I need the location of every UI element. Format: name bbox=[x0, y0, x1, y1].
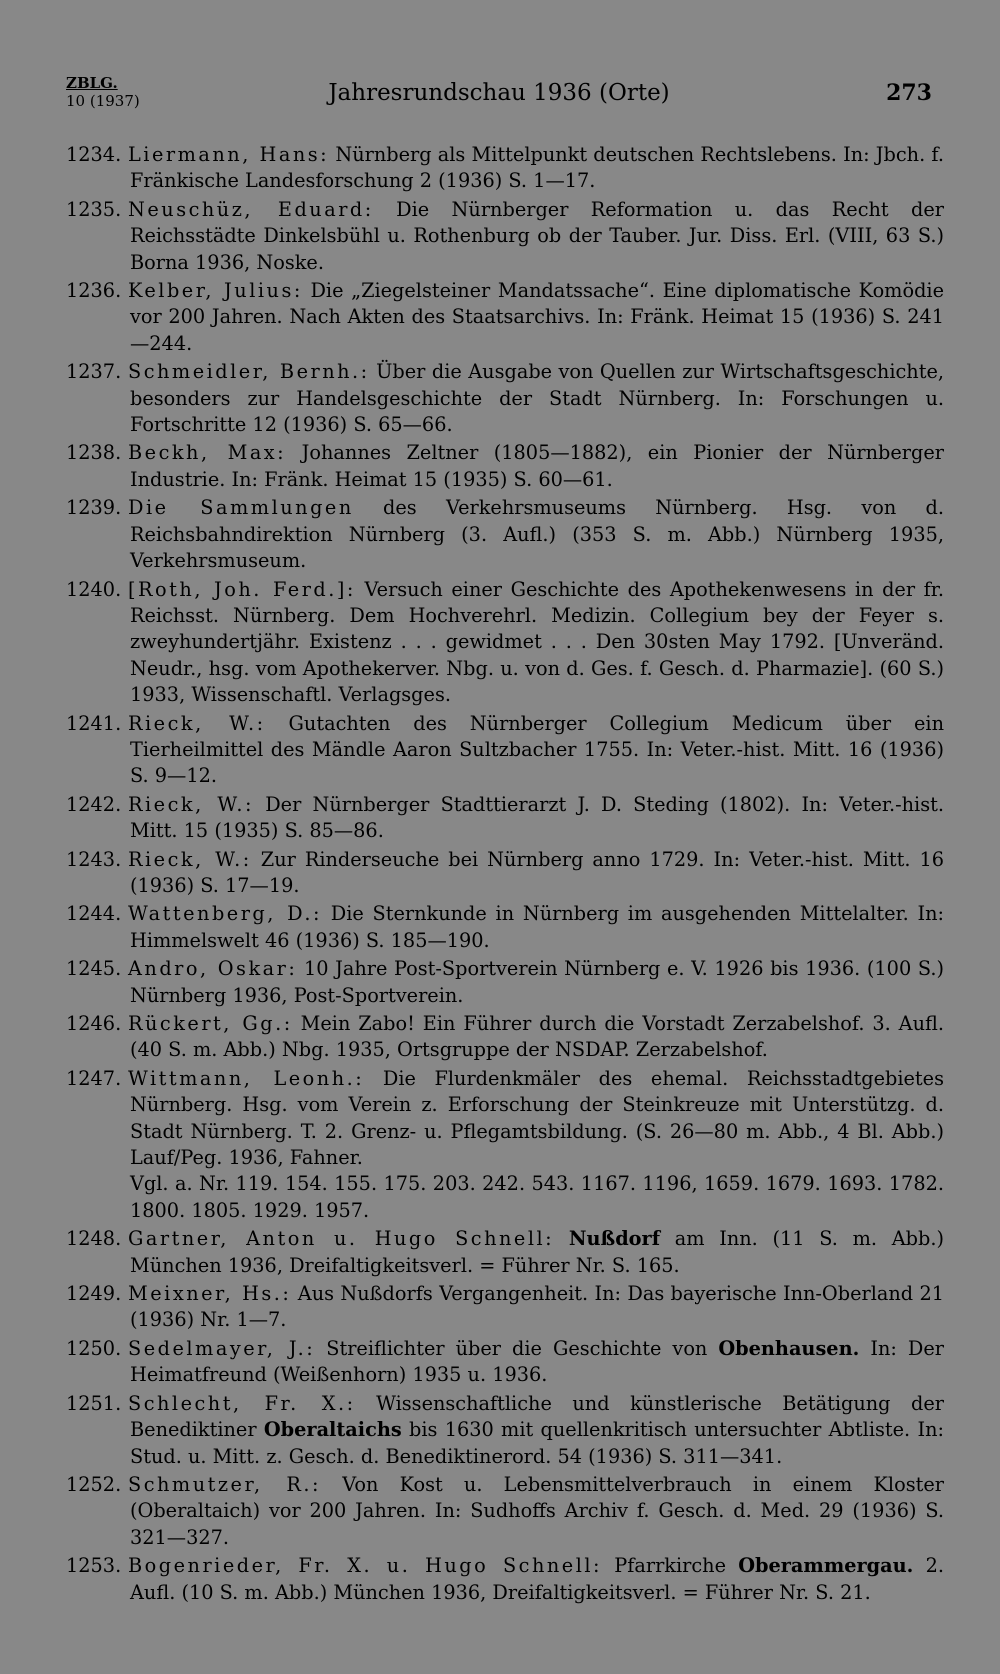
entry-author: [Roth, Joh. Ferd.]: bbox=[128, 577, 356, 601]
entry-number: 1236. bbox=[66, 279, 122, 303]
entry-text-continued: bis 1630 mit quellenkritisch untersuchter Abtliste. In: Stud. u. Mitt. z. Gesch. d. Benediktinerord. 54 (1936) S. 311—341. bbox=[130, 1418, 944, 1468]
entry-author: Beckh, Max: bbox=[128, 441, 287, 465]
entry-author: Schlecht, Fr. X.: bbox=[128, 1391, 356, 1415]
entry-number: 1252. bbox=[66, 1472, 122, 1496]
entry-text-continued: 2. Aufl. (10 S. m. Abb.) München 1936, Dreifaltigkeitsverl. = Führer Nr. S. 21. bbox=[130, 1554, 944, 1604]
entry-number: 1249. bbox=[66, 1282, 122, 1306]
bibliography-entry bbox=[66, 1391, 944, 1470]
bibliography-entry bbox=[66, 711, 944, 790]
bibliography-entry bbox=[66, 1226, 944, 1279]
entry-text: Nürnberg als Mittelpunkt deutschen Rechtslebens. In: Jbch. f. Fränkische Landesforschung 2 (1936) S. 1—17. bbox=[130, 143, 944, 193]
place-name: Oberaltaichs bbox=[263, 1418, 402, 1442]
entry-number: 1245. bbox=[66, 957, 122, 981]
entry-text: Der Nürnberger Stadttierarzt J. D. Steding (1802). In: Veter.-hist. Mitt. 15 (1935) S. 85—86. bbox=[130, 792, 944, 843]
entry-number: 1246. bbox=[66, 1012, 122, 1035]
bibliography-entry bbox=[66, 956, 944, 1009]
entry-text: Johannes Zeltner (1805—1882), ein Pionier der Nürnberger Industrie. In: Fränk. Heimat 15 (1935) S. 60—61. bbox=[130, 441, 944, 491]
entry-number: 1242. bbox=[66, 792, 122, 816]
bibliography-entry bbox=[66, 901, 944, 954]
bibliography-entry bbox=[66, 1066, 944, 1224]
entry-author: Rieck, W.: bbox=[128, 792, 254, 816]
bibliography-entry bbox=[66, 1011, 944, 1064]
entry-author: Die Sammlungen bbox=[128, 496, 354, 520]
entry-text: Versuch einer Geschichte des Apothekenwesens in der fr. Reichsst. Nürnberg. Dem Hochverehrl. Medizin. Collegium bey der Feyer s. zweyhundertjähr. Existenz . . . gewidmet . . . Den 30sten May 1792. [Unveränd. Neudr., hsg. vom Apothekerver. Nbg. u. von d. Ges. f. Gesch. d. Pharmazie]. (60 S.) 1933, Wissenschaftl. Verlagsges. bbox=[130, 577, 944, 707]
entry-text-continued: In: Der Heimatfreund (Weißenhorn) 1935 u. 1936. bbox=[130, 1336, 944, 1387]
bibliography-entry bbox=[66, 1281, 944, 1334]
place-name: Oberammergau. bbox=[738, 1554, 914, 1578]
bibliography-entry bbox=[66, 142, 944, 195]
entry-text: Zur Rinderseuche bei Nürnberg anno 1729. In: Veter.-hist. Mitt. 16 (1936) S. 17—19. bbox=[130, 847, 944, 897]
bibliography-entry bbox=[66, 847, 944, 900]
entry-text: Pfarrkirche bbox=[614, 1554, 726, 1578]
entry-number: 1253. bbox=[66, 1554, 122, 1578]
entry-text: Die Sternkunde in Nürnberg im ausgehenden Mittelalter. In: Himmelswelt 46 (1936) S. 185—190. bbox=[130, 902, 944, 952]
bibliography-entry bbox=[66, 792, 944, 845]
entry-text: Die „Ziegelsteiner Mandatssache“. Eine diplomatische Komödie vor 200 Jahren. Nach Akten des Staatsarchivs. In: Fränk. Heimat 15 (1936) S. 241—244. bbox=[130, 279, 944, 355]
entry-author: Meixner, Hs.: bbox=[128, 1282, 292, 1306]
entry-text: Aus Nußdorfs Vergangenheit. In: Das bayerische Inn-Oberland 21 (1936) Nr. 1—7. bbox=[130, 1282, 944, 1332]
entry-number: 1237. bbox=[66, 360, 122, 384]
entry-number: 1239. bbox=[66, 496, 122, 520]
entry-author: Schmeidler, Bernh.: bbox=[128, 360, 370, 384]
entry-author: Sedelmayer, J.: bbox=[128, 1336, 316, 1360]
bibliography-entry bbox=[66, 1553, 944, 1606]
entry-text: Mein Zabo! Ein Führer durch die Vorstadt Zerzabelshof. 3. Aufl. (40 S. m. Abb.) Nbg. 1935, Ortsgruppe der NSDAP. Zerzabelshof. bbox=[130, 1012, 944, 1062]
entry-author: Andro, Oskar: bbox=[128, 957, 298, 981]
running-title: Jahresrundschau 1936 (Orte) bbox=[328, 80, 670, 106]
entry-text: Über die Ausgabe von Quellen zur Wirtschaftsgeschichte, besonders zur Handelsgeschichte der Stadt Nürnberg. In: Forschungen u. Fortschritte 12 (1936) S. 65—66. bbox=[130, 360, 944, 437]
entry-text: Von Kost u. Lebensmittelverbrauch in einem Kloster (Oberaltaich) vor 200 Jahren. In: Sudhoffs Archiv f. Gesch. d. Med. 29 (1936) S. 321—327. bbox=[130, 1472, 944, 1549]
place-name: Obenhausen. bbox=[718, 1336, 860, 1360]
bibliography-entry bbox=[66, 1472, 944, 1551]
bibliography-entry bbox=[66, 359, 944, 438]
entry-text: des Verkehrsmuseums Nürnberg. Hsg. von d. Reichsbahndirektion Nürnberg (3. Aufl.) (353 S. m. Abb.) Nürnberg 1935, Verkehrsmuseum. bbox=[130, 496, 944, 573]
journal-abbreviation: ZBLG. bbox=[66, 74, 118, 92]
entry-number: 1241. bbox=[66, 711, 122, 735]
entry-author: Rieck, W.: bbox=[128, 711, 266, 735]
entry-number: 1244. bbox=[66, 902, 122, 926]
entry-author: Wattenberg, D.: bbox=[128, 902, 323, 926]
entry-number: 1248. bbox=[66, 1227, 122, 1251]
entry-text: Die Flurdenkmäler des ehemal. Reichsstadtgebietes Nürnberg. Hsg. vom Verein z. Erforschung der Steinkreuze mit Unterstützg. d. Stadt Nürnberg. T. 2. Grenz- u. Pflegamtsbildung. (S. 26—80 m. Abb., 4 Bl. Abb.) Lauf/Peg. 1936, Fahner. bbox=[130, 1066, 944, 1170]
entry-number: 1238. bbox=[66, 441, 122, 465]
entry-author: Kelber, Julius: bbox=[128, 279, 303, 303]
page-number: 273 bbox=[886, 80, 932, 106]
bibliography-list bbox=[66, 142, 944, 1608]
entry-author: Rückert, Gg.: bbox=[128, 1012, 293, 1035]
entry-number: 1247. bbox=[66, 1066, 122, 1090]
entry-text: Streiflichter über die Geschichte von bbox=[326, 1336, 708, 1360]
cross-references: Vgl. a. Nr. 119. 154. 155. 175. 203. 242. 543. 1167. 1196, 1659. 1679. 1693. 1782. 1800. 1805. 1929. 1957. bbox=[130, 1172, 944, 1222]
entry-number: 1250. bbox=[66, 1336, 122, 1360]
bibliography-entry bbox=[66, 278, 944, 357]
entry-number: 1243. bbox=[66, 847, 122, 871]
entry-number: 1235. bbox=[66, 197, 122, 221]
entry-text: Wissenschaftliche und künstlerische Betätigung der Benediktiner bbox=[130, 1391, 944, 1442]
entry-author: Bogenrieder, Fr. X. u. Hugo Schnell: bbox=[128, 1554, 603, 1578]
entry-number: 1251. bbox=[66, 1391, 122, 1415]
entry-author: Schmutzer, R.: bbox=[128, 1472, 322, 1496]
entry-author: Rieck, W.: bbox=[128, 847, 252, 871]
place-name: Nußdorf bbox=[568, 1227, 660, 1251]
bibliography-entry bbox=[66, 1336, 944, 1389]
entry-text: am Inn. (11 S. m. Abb.) München 1936, Dreifaltigkeitsverl. = Führer Nr. S. 165. bbox=[130, 1227, 944, 1277]
entry-text: 10 Jahre Post-Sportverein Nürnberg e. V. 1926 bis 1936. (100 S.) Nürnberg 1936, Post-Sportverein. bbox=[130, 957, 944, 1007]
entry-author: Liermann, Hans: bbox=[128, 143, 330, 166]
entry-author: Neuschüz, Eduard: bbox=[128, 197, 374, 221]
entry-number: 1234. bbox=[66, 143, 122, 166]
entry-text: Die Nürnberger Reformation u. das Recht der Reichsstädte Dinkelsbühl u. Rothenburg ob der Tauber. Jur. Diss. Erl. (VIII, 63 S.) Borna 1936, Noske. bbox=[130, 197, 944, 274]
bibliography-entry bbox=[66, 577, 944, 709]
journal-volume: 10 (1937) bbox=[66, 92, 140, 110]
bibliography-entry bbox=[66, 495, 944, 574]
bibliography-entry bbox=[66, 440, 944, 493]
bibliography-entry bbox=[66, 197, 944, 276]
entry-number: 1240. bbox=[66, 577, 122, 601]
entry-text: Gutachten des Nürnberger Collegium Medicum über ein Tierheilmittel des Mändle Aaron Sultzbacher 1755. In: Veter.-hist. Mitt. 16 (1936) S. 9—12. bbox=[130, 711, 944, 788]
entry-author: Wittmann, Leonh.: bbox=[128, 1066, 365, 1090]
entry-author: Gartner, Anton u. Hugo Schnell: bbox=[128, 1227, 555, 1251]
page-header bbox=[66, 74, 932, 124]
